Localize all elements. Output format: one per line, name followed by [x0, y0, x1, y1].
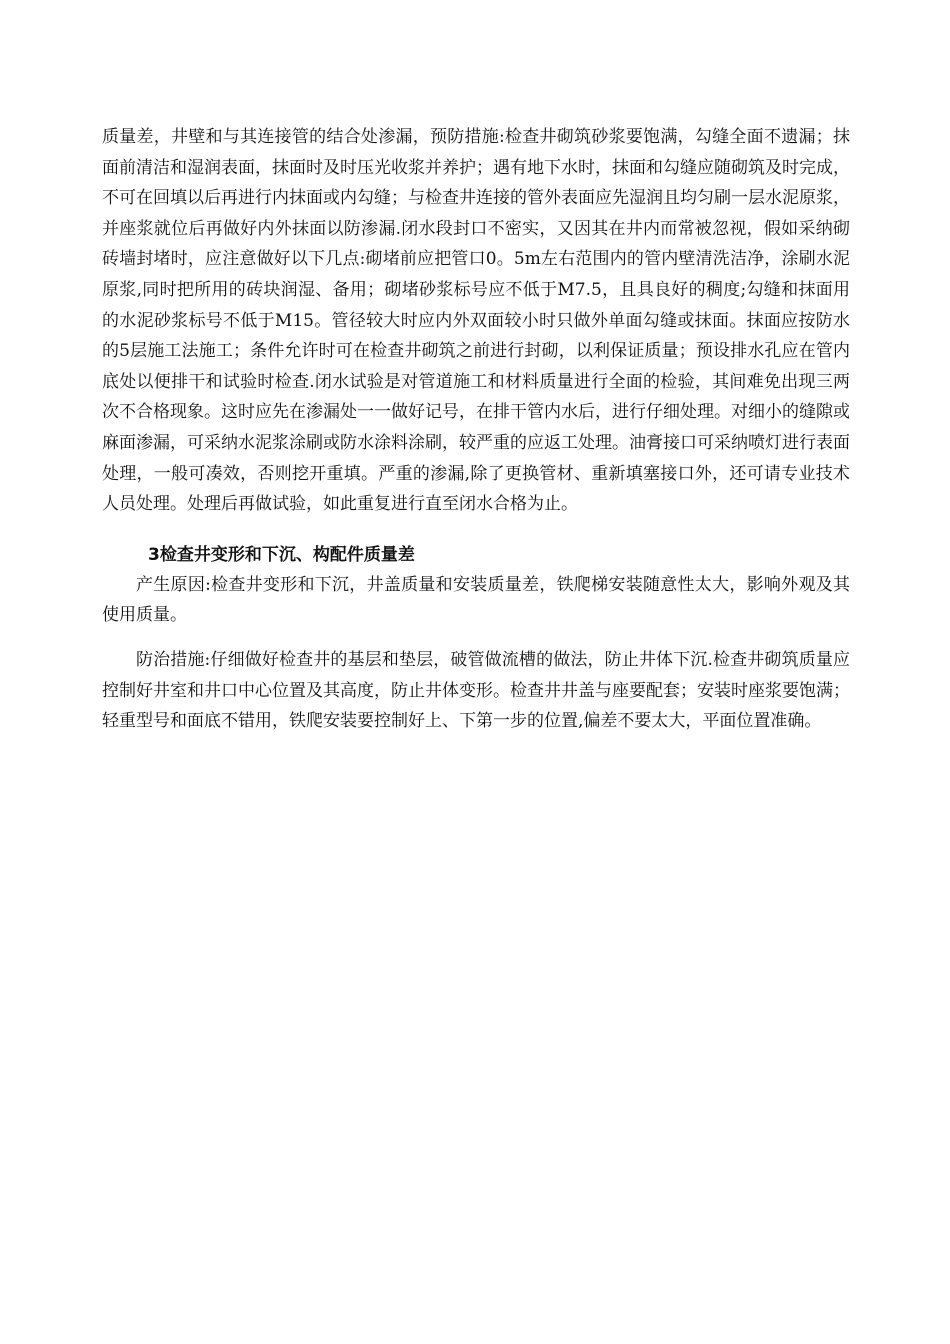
section-heading-manhole-deformation: 3检查井变形和下沉、构配件质量差	[148, 544, 415, 565]
paragraph-prevention-measures: 防治措施:仔细做好检查井的基层和垫层，破管做流槽的做法，防止井体下沉.检查井砌筑质量应控制好井室和井口中心位置及其高度，防止井体变形。检查井井盖与座要配套；安装时座浆要饱满；轻重型号和面底不错用，铁爬安装要控制好上、下第一步的位置,偏差不要太大，平面位置准确。	[102, 649, 850, 732]
paragraph-closed-water-test: 质量差，井壁和与其连接管的结合处渗漏，预防措施:检查井砌筑砂浆要饱满，勾缝全面不遗漏；抹面前清洁和湿润表面，抹面时及时压光收浆并养护；遇有地下水时，抹面和勾缝应随砌筑及时完成，不可在回填以后再进行内抹面或内勾缝；与检查井连接的管外表面应先湿润且均匀刷一层水泥原浆，并座浆就位后再做好内外抹面以防渗漏.闭水段封口不密实，又因其在井内而常被忽视，假如采纳砌砖墙封堵时，应注意做好以下几点:砌堵前应把管口0。5m左右范围内的管内壁清洗洁净，涂刷水泥原浆,同时把所用的砖块润湿、备用；砌堵砂浆标号应不低于M7.5，且具良好的稠度;勾缝和抹面用的水泥砂浆标号不低于M15。管径较大时应内外双面较小时只做外单面勾缝或抹面。抹面应按防水的5层施工法施工；条件允许时可在检查井砌筑之前进行封砌，以利保证质量；预设排水孔应在管内底处以便排干和试验时检查.闭水试验是对管道施工和材料质量进行全面的检验，其间难免出现三两次不合格现象。这时应先在渗漏处一一做好记号，在排干管内水后，进行仔细处理。对细小的缝隙或麻面渗漏，可采纳水泥浆涂刷或防水涂料涂刷，较严重的应返工处理。油膏接口可采纳喷灯进行表面处理，一般可凑效，否则挖开重填。严重的渗漏,除了更换管材、重新填塞接口外，还可请专业技术人员处理。处理后再做试验，如此重复进行直至闭水合格为止。	[102, 127, 850, 515]
paragraph-causes: 产生原因:检查井变形和下沉，井盖质量和安装质量差，铁爬梯安装随意性太大，影响外观及其使用质量。	[102, 574, 850, 626]
